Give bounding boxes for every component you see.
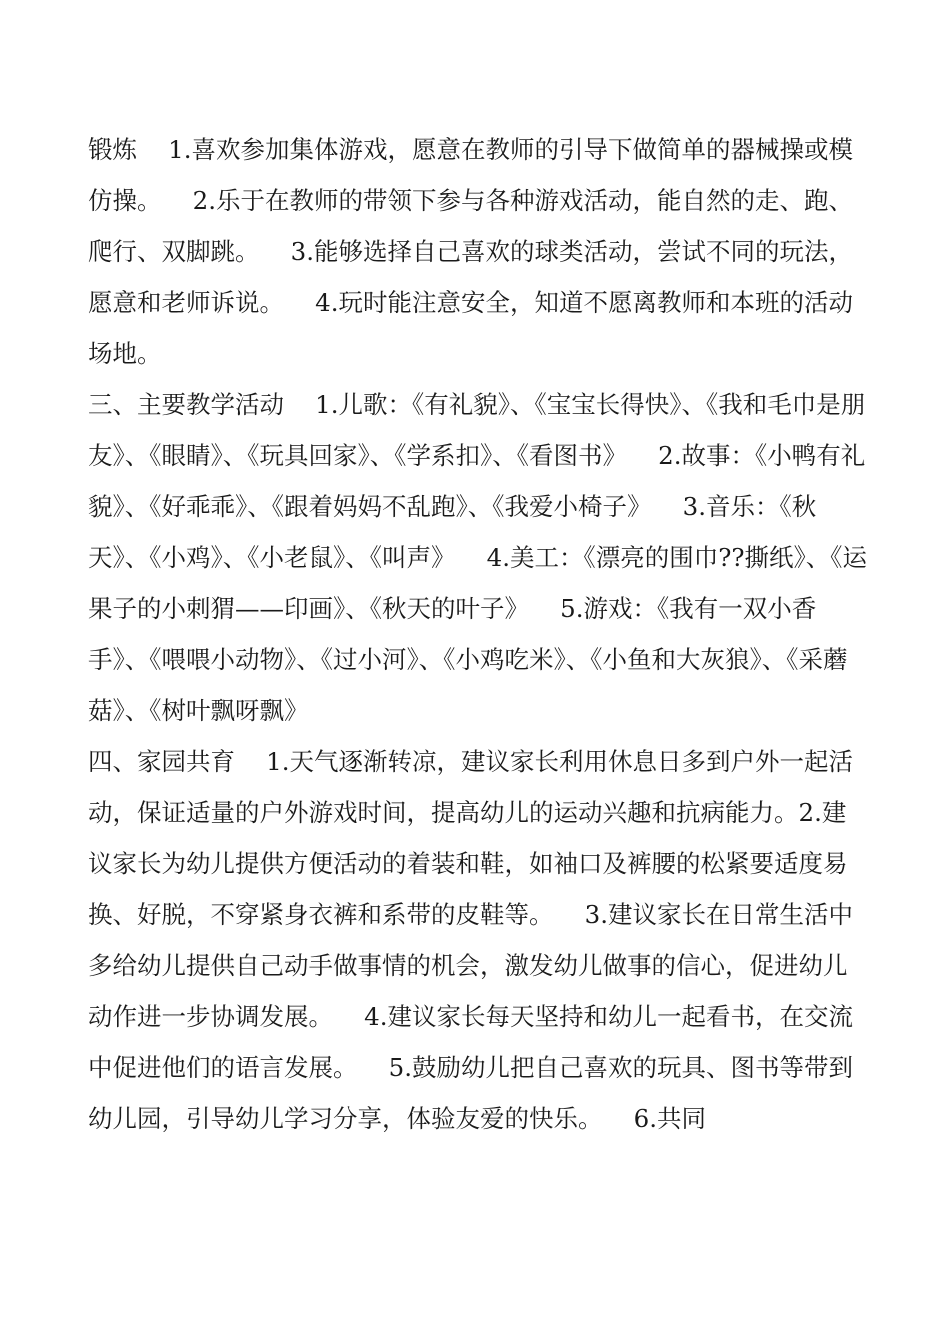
paragraph-main-activities: 三、主要教学活动 1.儿歌：《有礼貌》、《宝宝长得快》、《我和毛巾是朋友》、《眼睛》、《玩具回家》、《学系扣》、《看图书》 2.故事：《小鸭有礼貌》、《好乖乖》、《跟着妈妈不乱跑》、《我爱小椅子》 3.音乐：《秋天》、《小鸡》、《小老鼠》、《叫声》 4.美工：《漂亮的围巾??撕纸》、《运果子的小刺猬——印画》、《秋天的叶子》 5.游戏：《我有一双小香手》、《喂喂小动物》、《过小河》、《小鸡吃米》、《小鱼和大灰狼》、《采蘑菇》、《树叶飘呀飘》 bbox=[88, 390, 868, 725]
paragraph-exercise: 锻炼 1.喜欢参加集体游戏，愿意在教师的引导下做简单的器械操或模仿操。 2.乐于在教师的带领下参与各种游戏活动，能自然的走、跑、爬行、双脚跳。 3.能够选择自己喜欢的球类活动，尝试不同的玩法，愿意和老师诉说。 4.玩时能注意安全，知道不愿离教师和本班的活动场地。 bbox=[88, 135, 854, 368]
paragraph-home-school: 四、家园共育 1.天气逐渐转凉，建议家长利用休息日多到户外一起活动，保证适量的户外游戏时间，提高幼儿的运动兴趣和抗病能力。2.建议家长为幼儿提供方便活动的着装和鞋，如袖口及裤腰的松紧要适度易换、好脱，不穿紧身衣裤和系带的皮鞋等。 3.建议家长在日常生活中多给幼儿提供自己动手做事情的机会，激发幼儿做事的信心，促进幼儿动作进一步协调发展。 4.建议家长每天坚持和幼儿一起看书，在交流中促进他们的语言发展。 5.鼓励幼儿把自己喜欢的玩具、图书等带到幼儿园，引导幼儿学习分享，体验友爱的快乐。 6.共同 bbox=[88, 747, 854, 1133]
document-body bbox=[88, 124, 868, 1144]
